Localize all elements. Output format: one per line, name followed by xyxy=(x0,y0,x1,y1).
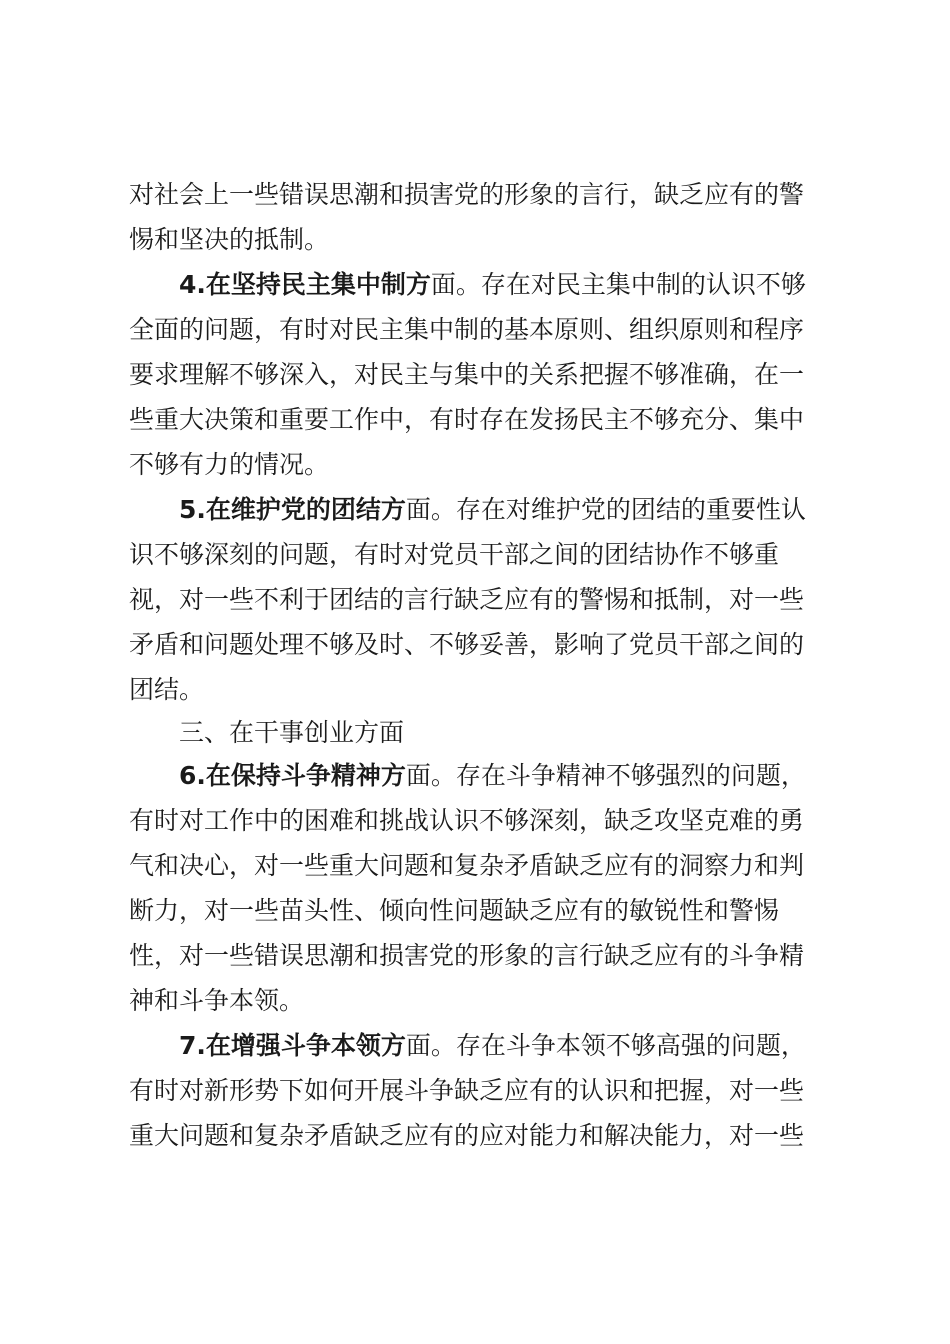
text-line: 些重大决策和重要工作中，有时存在发扬民主不够充分、集中 xyxy=(129,405,805,434)
item-5-text: 面。存在对维护党的团结的重要性认 xyxy=(405,495,806,524)
item-4-heading-line xyxy=(179,262,806,308)
text-line: 不够有力的情况。 xyxy=(129,450,330,479)
text-line: 断力，对一些苗头性、倾向性问题缺乏应有的敏锐性和警惕 xyxy=(129,896,780,925)
text-line: 神和斗争本领。 xyxy=(129,986,305,1015)
text-line: 气和决心，对一些重大问题和复杂矛盾缺乏应有的洞察力和判 xyxy=(129,851,805,880)
text-line: 矛盾和问题处理不够及时、不够妥善，影响了党员干部之间的 xyxy=(129,630,805,659)
text-line: 识不够深刻的问题，有时对党员干部之间的团结协作不够重 xyxy=(129,540,780,569)
text-line: 重大问题和复杂矛盾缺乏应有的应对能力和解决能力，对一些 xyxy=(129,1121,805,1150)
item-5-heading-line xyxy=(179,487,806,533)
item-6-heading-line xyxy=(179,753,806,799)
item-6-text: 面。存在斗争精神不够强烈的问题， xyxy=(405,761,806,790)
text-line: 团结。 xyxy=(129,675,205,704)
section-heading: 三、在干事创业方面 xyxy=(179,718,405,747)
item-7-title: 7.在增强斗争本领方 xyxy=(179,1031,406,1060)
text-line: 对社会上一些错误思潮和损害党的形象的言行，缺乏应有的警 xyxy=(129,180,805,209)
item-5-title: 5.在维护党的团结方 xyxy=(179,495,406,524)
item-4-title: 4.在坚持民主集中制方 xyxy=(179,270,431,299)
item-4-text: 面。存在对民主集中制的认识不够 xyxy=(430,270,806,299)
item-7-heading-line xyxy=(179,1023,806,1069)
item-6-title: 6.在保持斗争精神方 xyxy=(179,761,406,790)
text-line: 惕和坚决的抵制。 xyxy=(129,225,330,254)
text-line: 全面的问题，有时对民主集中制的基本原则、组织原则和程序 xyxy=(129,315,805,344)
text-line: 性，对一些错误思潮和损害党的形象的言行缺乏应有的斗争精 xyxy=(129,941,805,970)
item-7-text: 面。存在斗争本领不够高强的问题， xyxy=(405,1031,806,1060)
text-line: 要求理解不够深入，对民主与集中的关系把握不够准确，在一 xyxy=(129,360,805,389)
text-line: 视，对一些不利于团结的言行缺乏应有的警惕和抵制，对一些 xyxy=(129,585,805,614)
text-line: 有时对新形势下如何开展斗争缺乏应有的认识和把握，对一些 xyxy=(129,1076,805,1105)
text-line: 有时对工作中的困难和挑战认识不够深刻，缺乏攻坚克难的勇 xyxy=(129,806,805,835)
